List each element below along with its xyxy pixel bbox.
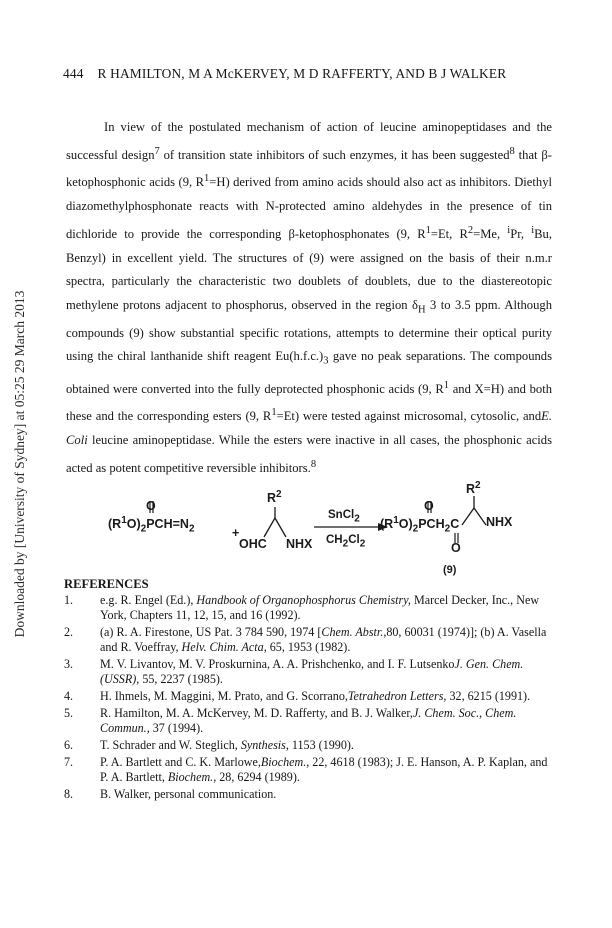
aldehyde-ohc: OHC — [239, 537, 267, 551]
plus-sign: + — [232, 526, 240, 540]
compound-label-9: (9) — [443, 564, 457, 576]
references-section — [64, 577, 556, 804]
phosphonate-oxygen: O — [146, 499, 156, 513]
reference-item: 5. R. Hamilton, M. A. McKervey, M. D. Rafferty, and B. J. Walker,J. Chem. Soc., Chem. Commun., 37 (1994). — [64, 706, 517, 735]
product-nhx: NHX — [486, 515, 513, 529]
product-phosphonate-oxygen: O — [424, 499, 434, 513]
reference-item: 6. T. Schrader and W. Steglich, Synthesis, 1153 (1990). — [64, 738, 354, 752]
aldehyde-nhx: NHX — [286, 537, 313, 551]
header-authors: R HAMILTON, M A McKERVEY, M D RAFFERTY, AND B J WALKER — [97, 66, 507, 81]
download-watermark-text: Downloaded by [University of Sydney] at 05:25 29 March 2013 — [12, 290, 27, 638]
aldehyde-r2: $R^2$ — [267, 489, 282, 506]
solvent-ch2cl2: $CH_2Cl_2$ — [326, 534, 366, 550]
diazo-phosphonate-formula: $(R^1O)_2PCH=N_2$ — [108, 515, 195, 535]
references-heading: REFERENCES — [64, 577, 149, 591]
references-list — [64, 593, 556, 802]
reagent-sncl2: SnCl$_2$ — [328, 509, 360, 525]
product-ketone-oxygen: O — [451, 541, 461, 555]
reference-item: 8. B. Walker, personal communication. — [64, 787, 277, 801]
running-header — [63, 66, 563, 82]
reference-item: 1. e.g. R. Engel (Ed.), Handbook of Organophosphorus Chemistry, Marcel Decker, Inc., New York, Chapters 11, 12, 15, and 16 (1992). — [64, 593, 540, 622]
reference-item: 7. P. A. Bartlett and C. K. Marlowe,Biochem., 22, 4618 (1983); J. E. Hanson, A. P. Kaplan, and P. A. Bartlett, Biochem., 28, 6294 (1989). — [64, 755, 548, 784]
page-number: 444 — [63, 66, 84, 81]
reference-item: 3. M. V. Livantov, M. V. Proskurnina, A. A. Prishchenko, and I. F. LutsenkoJ. Gen. Chem. (USSR), 55, 2237 (1985). — [64, 657, 524, 686]
body-paragraph: In view of the postulated mechanism of action of leucine aminopeptidases and the successful design$^7$ of transition state inhibitors of such enzymes, it has been suggested$^8$ that β-ketophosphonic acids (9, $R^1=H$) derived from amino acids should also act as inhibitors. Diethyl diazomethylphosphonate reacts with N-protected amino aldehydes in the presence of tin dichloride to provide the corresponding β-ketophosphonates (9, $R^1=Et$, $R^2=Me$, $^i$Pr, $^i$Bu, Benzyl) in excellent yield. The structures of (9) were assigned on the basis of their n.m.r spectra, particularly the characteristic two doublets of doublets, due to the diastereotopic methylene protons adjacent to phosphorus, observed in the region $\delta_H$ 3 to 3.5 ppm. Although compounds (9) show substantial specific rotations, attempts to determine their optical purity using the chiral lanthanide shift reagent $Eu(h.f.c.)_3$ gave no peak separations. The compounds obtained were converted into the fully deprotected phosphonic acids (9, $R^1$ and X=H) and both these and the corresponding esters (9, $R^1=Et$) were tested against microsomal, cytosolic, andE. Coli leucine aminopeptidase. While the esters were inactive in all cases, the phosphonic acids acted as potent competitive reversible inhibitors.$^8$ — [66, 120, 552, 475]
product-formula: $(R^1O)_2PCH_2C$ — [380, 515, 460, 535]
reference-item: 4. H. Ihmels, M. Maggini, M. Prato, and G. Scorrano,Tetrahedron Letters, 32, 6215 (1991). — [64, 689, 531, 703]
product-r2: $R^2$ — [466, 480, 481, 497]
body-text — [66, 116, 552, 480]
reaction-scheme — [60, 478, 560, 588]
reference-item: 2. (a) R. A. Firestone, US Pat. 3 784 590, 1974 [Chem. Abstr.,80, 60031 (1974)]; (b) A. Vasella and R. Voeffray, Helv. Chim. Acta, 65, 1953 (1982). — [64, 625, 547, 654]
